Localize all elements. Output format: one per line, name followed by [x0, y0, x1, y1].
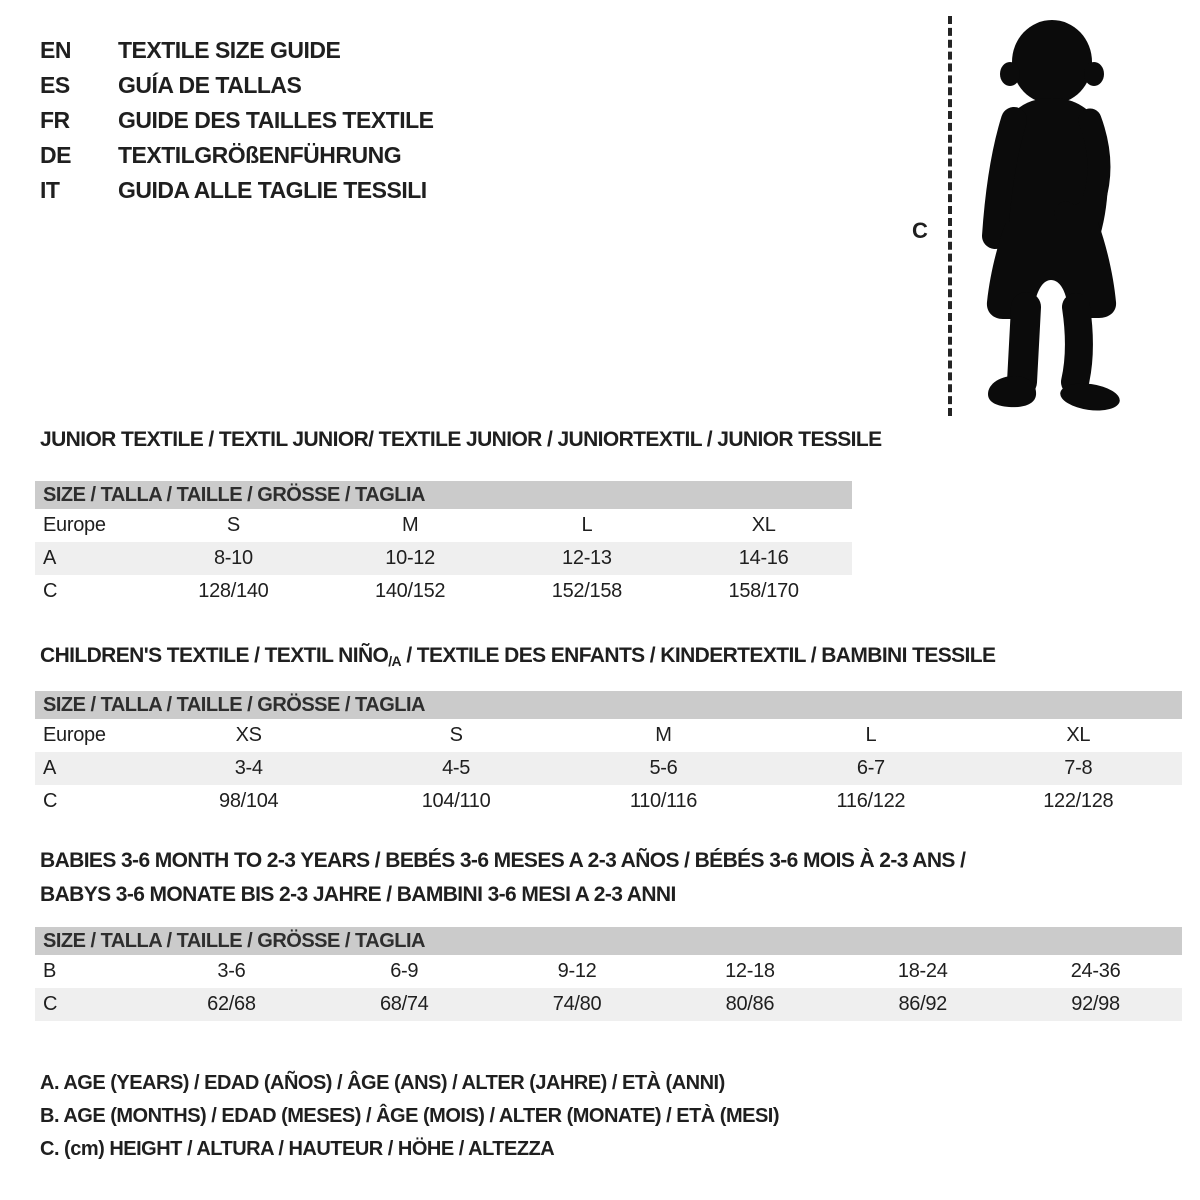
height-cell: 68/74 [379, 993, 429, 1015]
children-title-post: / TEXTILE DES ENFANTS / KINDERTEXTIL / BAMBINI TESSILE [401, 644, 996, 667]
table-row-junior-europe [35, 509, 852, 542]
age-cell: 14-16 [738, 547, 789, 569]
table-row-junior-height [35, 575, 852, 608]
language-code-fr: FR [40, 107, 70, 133]
row-label: C [43, 790, 58, 812]
children-table-header: SIZE / TALLA / TAILLE / GRÖSSE / TAGLIA [35, 691, 1182, 719]
height-cell: 92/98 [1071, 993, 1120, 1015]
height-cell: 128/140 [198, 580, 269, 602]
height-cell: 122/128 [1043, 790, 1114, 812]
children-size-table [35, 691, 1182, 818]
language-label-es: GUÍA DE TALLAS [118, 72, 302, 98]
months-cell: 12-18 [725, 960, 775, 982]
children-title-subscript: /A [388, 653, 402, 669]
size-cell: XS [235, 724, 262, 746]
language-row-en [40, 33, 434, 68]
language-label-it: GUIDA ALLE TAGLIE TESSILI [118, 177, 427, 203]
legend [40, 1072, 779, 1171]
row-label: B [43, 960, 57, 982]
legend-line-a: A. AGE (YEARS) / EDAD (AÑOS) / ÂGE (ANS) / ALTER (JAHRE) / ETÀ (ANNI) [40, 1072, 725, 1094]
babies-table-header: SIZE / TALLA / TAILLE / GRÖSSE / TAGLIA [35, 927, 1182, 955]
months-cell: 24-36 [1070, 960, 1121, 982]
children-section-title [40, 644, 995, 669]
junior-section-title: JUNIOR TEXTILE / TEXTIL JUNIOR/ TEXTILE JUNIOR / JUNIORTEXTIL / JUNIOR TESSILE [40, 428, 882, 451]
row-label: C [43, 580, 58, 602]
language-row-es [40, 68, 434, 103]
row-label: Europe [43, 514, 106, 536]
age-cell: 7-8 [1064, 757, 1093, 779]
height-cell: 86/92 [898, 993, 948, 1015]
size-cell: M [401, 514, 419, 536]
age-cell: 12-13 [562, 547, 612, 569]
age-cell: 5-6 [649, 757, 678, 779]
age-cell: 4-5 [442, 757, 471, 779]
babies-section-title-line1: BABIES 3-6 MONTH TO 2-3 YEARS / BEBÉS 3-6 MESES A 2-3 AÑOS / BÉBÉS 3-6 MOIS À 2-3 ANS / [40, 849, 966, 872]
size-cell: L [865, 724, 877, 746]
row-label: A [43, 547, 57, 569]
height-cell: 116/122 [836, 790, 906, 812]
language-code-de: DE [40, 142, 71, 168]
height-cell: 80/86 [725, 993, 775, 1015]
age-cell: 6-7 [856, 757, 885, 779]
table-row-children-height [35, 785, 1182, 818]
height-cell: 98/104 [219, 790, 279, 812]
row-label: A [43, 757, 57, 779]
months-cell: 3-6 [217, 960, 246, 982]
row-label: Europe [43, 724, 106, 746]
table-row-junior-age [35, 542, 852, 575]
table-row-children-europe [35, 719, 1182, 752]
table-row-children-age [35, 752, 1182, 785]
height-cell: 104/110 [421, 790, 491, 812]
junior-size-table [35, 481, 852, 608]
months-cell: 6-9 [390, 960, 419, 982]
size-cell: S [226, 514, 240, 536]
height-cell: 110/116 [629, 790, 698, 812]
language-row-it [40, 173, 434, 208]
height-cell: 140/152 [375, 580, 446, 602]
height-cell: 74/80 [552, 993, 602, 1015]
row-label: C [43, 993, 58, 1015]
size-cell: XL [751, 514, 776, 536]
size-cell: S [449, 724, 463, 746]
months-cell: 9-12 [557, 960, 597, 982]
babies-size-table [35, 927, 1182, 1021]
language-label-fr: GUIDE DES TAILLES TEXTILE [118, 107, 434, 133]
height-cell: 152/158 [551, 580, 622, 602]
months-cell: 18-24 [897, 960, 948, 982]
language-row-fr [40, 103, 434, 138]
language-list [40, 33, 434, 208]
junior-table-header: SIZE / TALLA / TAILLE / GRÖSSE / TAGLIA [35, 481, 852, 509]
language-label-de: TEXTILGRÖßENFÜHRUNG [118, 142, 402, 168]
table-row-babies-height [35, 988, 1182, 1021]
legend-line-c: C. (cm) HEIGHT / ALTURA / HAUTEUR / HÖHE / ALTEZZA [40, 1138, 555, 1160]
height-cell: 158/170 [728, 580, 799, 602]
babies-section-title-line2: BABYS 3-6 MONATE BIS 2-3 JAHRE / BAMBINI 3-6 MESI A 2-3 ANNI [40, 883, 676, 906]
height-cell: 62/68 [207, 993, 256, 1015]
baby-silhouette-icon [962, 12, 1142, 422]
language-row-de [40, 138, 434, 173]
age-cell: 3-4 [234, 757, 263, 779]
height-measure-label: C [912, 218, 928, 243]
language-code-it: IT [40, 177, 60, 203]
table-row-babies-months [35, 955, 1182, 988]
age-cell: 10-12 [385, 547, 435, 569]
language-code-es: ES [40, 72, 70, 98]
language-label-en: TEXTILE SIZE GUIDE [118, 37, 341, 63]
size-cell: XL [1066, 724, 1091, 746]
size-cell: M [655, 724, 672, 746]
legend-line-b: B. AGE (MONTHS) / EDAD (MESES) / ÂGE (MOIS) / ALTER (MONATE) / ETÀ (MESI) [40, 1105, 780, 1127]
language-code-en: EN [40, 37, 71, 63]
height-measure-dashed-line [948, 16, 952, 416]
age-cell: 8-10 [213, 547, 253, 569]
children-title-pre: CHILDREN'S TEXTILE / TEXTIL NIÑO [40, 644, 389, 667]
size-cell: L [581, 514, 593, 536]
